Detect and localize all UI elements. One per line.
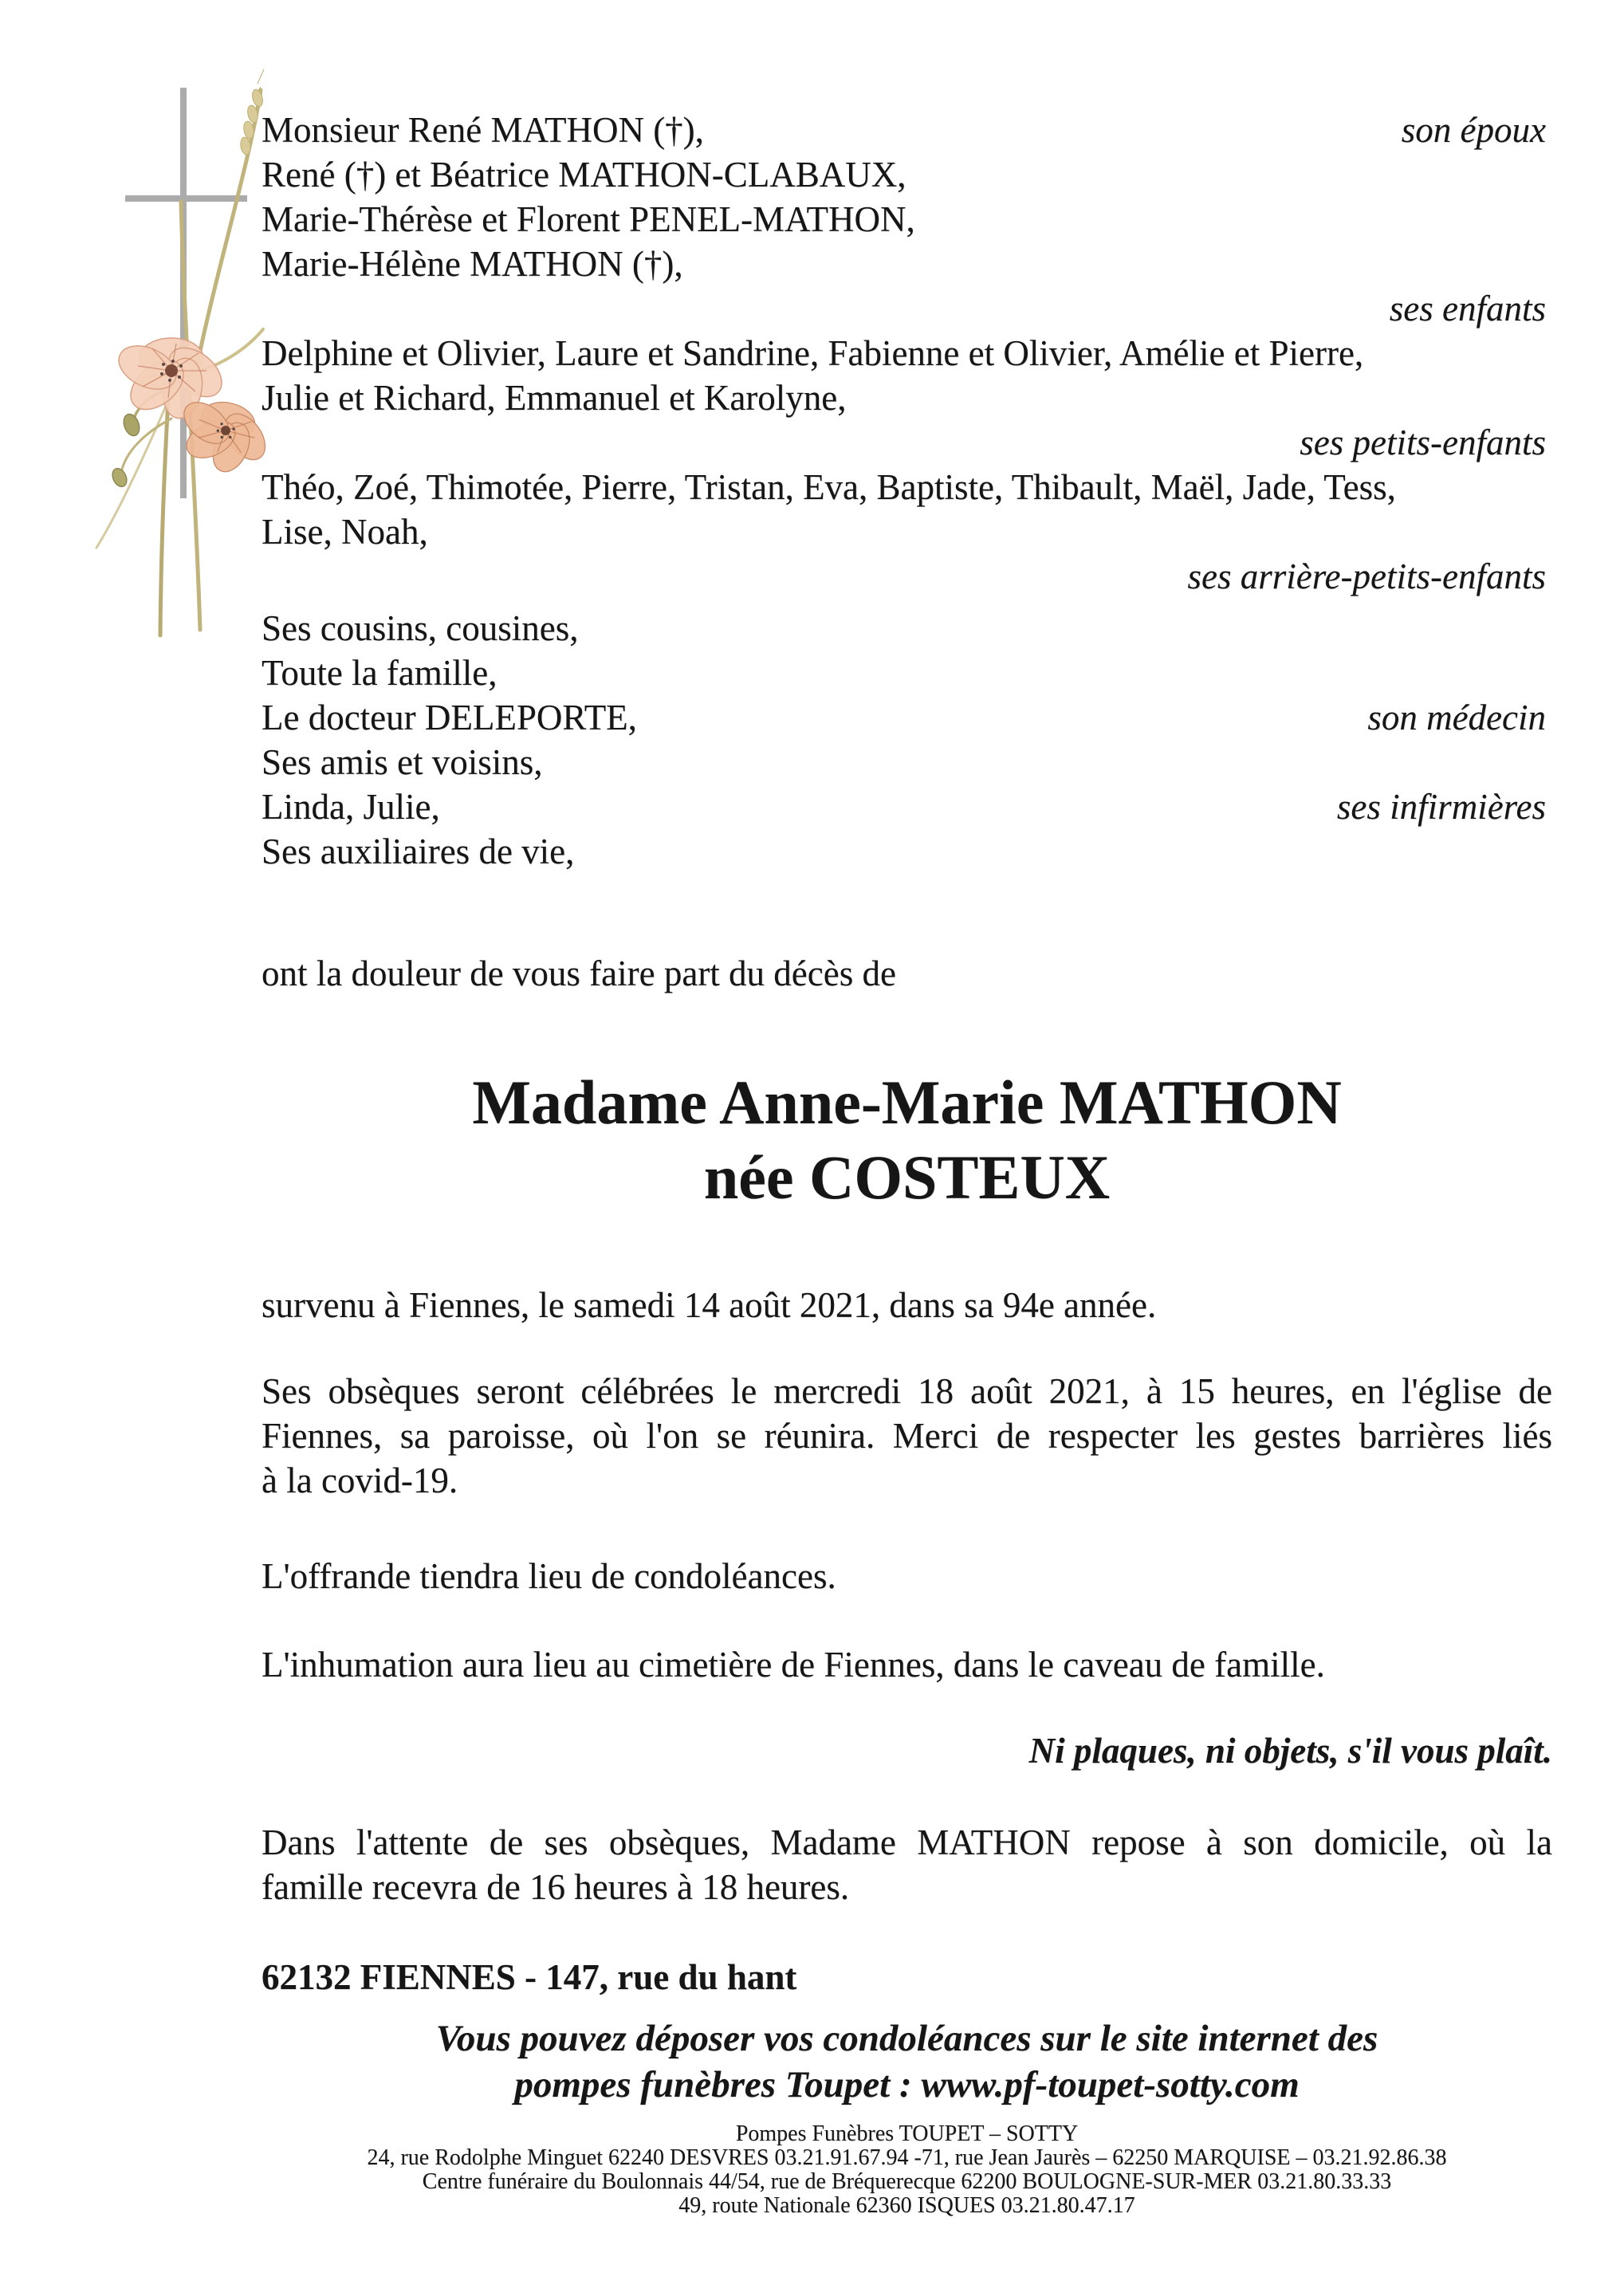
relation-label: ses enfants — [1389, 289, 1546, 328]
family-line — [261, 784, 1552, 829]
relation-label: ses infirmières — [1336, 787, 1546, 827]
family-line — [261, 286, 1552, 331]
family-line — [261, 554, 1552, 599]
paragraph-line: Dans l'attente de ses obsèques, Madame MATHON repose à son domicile, où la — [261, 1822, 1552, 1862]
funeral-home-address: 49, route Nationale 62360 ISQUES 03.21.80.47.17 — [678, 2193, 1135, 2218]
family-line — [261, 829, 1552, 874]
condolence-offering-line: L'offrande tiendra lieu de condoléances. — [261, 1556, 836, 1596]
repose-paragraph — [261, 1820, 1552, 1909]
family-names: Linda, Julie, — [261, 787, 440, 827]
paragraph-line: famille recevra de 16 heures à 18 heures. — [261, 1867, 850, 1907]
funeral-details-paragraph — [261, 1369, 1552, 1503]
family-line — [261, 152, 1552, 197]
family-names: Lise, Noah, — [261, 512, 428, 552]
notice-line: pompes funèbres Toupet : www.pf-toupet-sotty.com — [514, 2064, 1300, 2105]
family-line — [261, 331, 1552, 375]
death-details-line: survenu à Fiennes, le samedi 14 août 2021, dans sa 94e année. — [261, 1285, 1157, 1325]
family-line — [261, 740, 1552, 784]
funeral-home-address: Centre funéraire du Boulonnais 44/54, rue de Bréquerecque 62200 BOULOGNE-SUR-MER 03.21.80.33.33 — [422, 2169, 1392, 2194]
maiden-name-line: née COSTEUX — [703, 1142, 1111, 1212]
family-names: Julie et Richard, Emmanuel et Karolyne, — [261, 378, 847, 418]
family-line — [261, 420, 1552, 465]
family-line — [261, 242, 1552, 286]
family-names: Théo, Zoé, Thimotée, Pierre, Tristan, Eva, Baptiste, Thibault, Maël, Jade, Tess, — [261, 467, 1396, 507]
relation-label: ses petits-enfants — [1300, 423, 1546, 462]
relation-label: son époux — [1401, 110, 1546, 150]
no-plaques-request: Ni plaques, ni objets, s'il vous plaît. — [1028, 1731, 1552, 1771]
family-line — [261, 108, 1552, 152]
family-names: Ses amis et voisins, — [261, 742, 543, 782]
relation-label: son médecin — [1367, 698, 1546, 737]
family-line — [261, 509, 1552, 554]
intro-line: ont la douleur de vous faire part du décès de — [261, 953, 896, 993]
family-names: Ses auxiliaires de vie, — [261, 832, 575, 871]
burial-line: L'inhumation aura lieu au cimetière de Fiennes, dans le caveau de famille. — [261, 1645, 1325, 1685]
family-names: Delphine et Olivier, Laure et Sandrine, Fabienne et Olivier, Amélie et Pierre, — [261, 333, 1364, 373]
family-list — [261, 108, 1552, 874]
paragraph-line: Ses obsèques seront célébrées le mercredi 18 août 2021, à 15 heures, en l'église de — [261, 1371, 1552, 1411]
deceased-name-title — [261, 1065, 1552, 1215]
family-names: Marie-Hélène MATHON (†), — [261, 244, 683, 284]
family-names: Marie-Thérèse et Florent PENEL-MATHON, — [261, 199, 915, 239]
home-address-line: 62132 FIENNES - 147, rue du hant — [261, 1957, 797, 1997]
family-line — [261, 465, 1552, 509]
funeral-home-footer — [261, 2122, 1552, 2218]
family-line — [261, 606, 1552, 651]
paragraph-line: à la covid-19. — [261, 1461, 458, 1500]
family-line — [261, 695, 1552, 740]
deceased-name-line: Madame Anne-Marie MATHON — [472, 1067, 1342, 1137]
family-names: Monsieur René MATHON (†), — [261, 110, 704, 150]
funeral-home-address: 24, rue Rodolphe Minguet 62240 DESVRES 03.21.91.67.94 -71, rue Jean Jaurès – 62250 MARQUISE – 03.21.92.86.38 — [367, 2145, 1447, 2170]
cross-and-poppies-illustration — [44, 68, 283, 650]
family-names: Ses cousins, cousines, — [261, 608, 579, 648]
family-line — [261, 197, 1552, 242]
family-names: René (†) et Béatrice MATHON-CLABAUX, — [261, 155, 906, 195]
funeral-home-name: Pompes Funèbres TOUPET – SOTTY — [735, 2121, 1079, 2146]
poppy-bud-icon — [110, 412, 143, 489]
family-line — [261, 375, 1552, 420]
online-condolences-notice — [261, 2015, 1552, 2108]
relation-label: ses arrière-petits-enfants — [1187, 556, 1546, 596]
family-names: Toute la famille, — [261, 653, 497, 693]
family-line — [261, 651, 1552, 695]
notice-line: Vous pouvez déposer vos condoléances sur le site internet des — [435, 2018, 1378, 2059]
family-names: Le docteur DELEPORTE, — [261, 698, 637, 737]
paragraph-line: Fiennes, sa paroisse, où l'on se réunira. Merci de respecter les gestes barrières liés — [261, 1416, 1552, 1456]
